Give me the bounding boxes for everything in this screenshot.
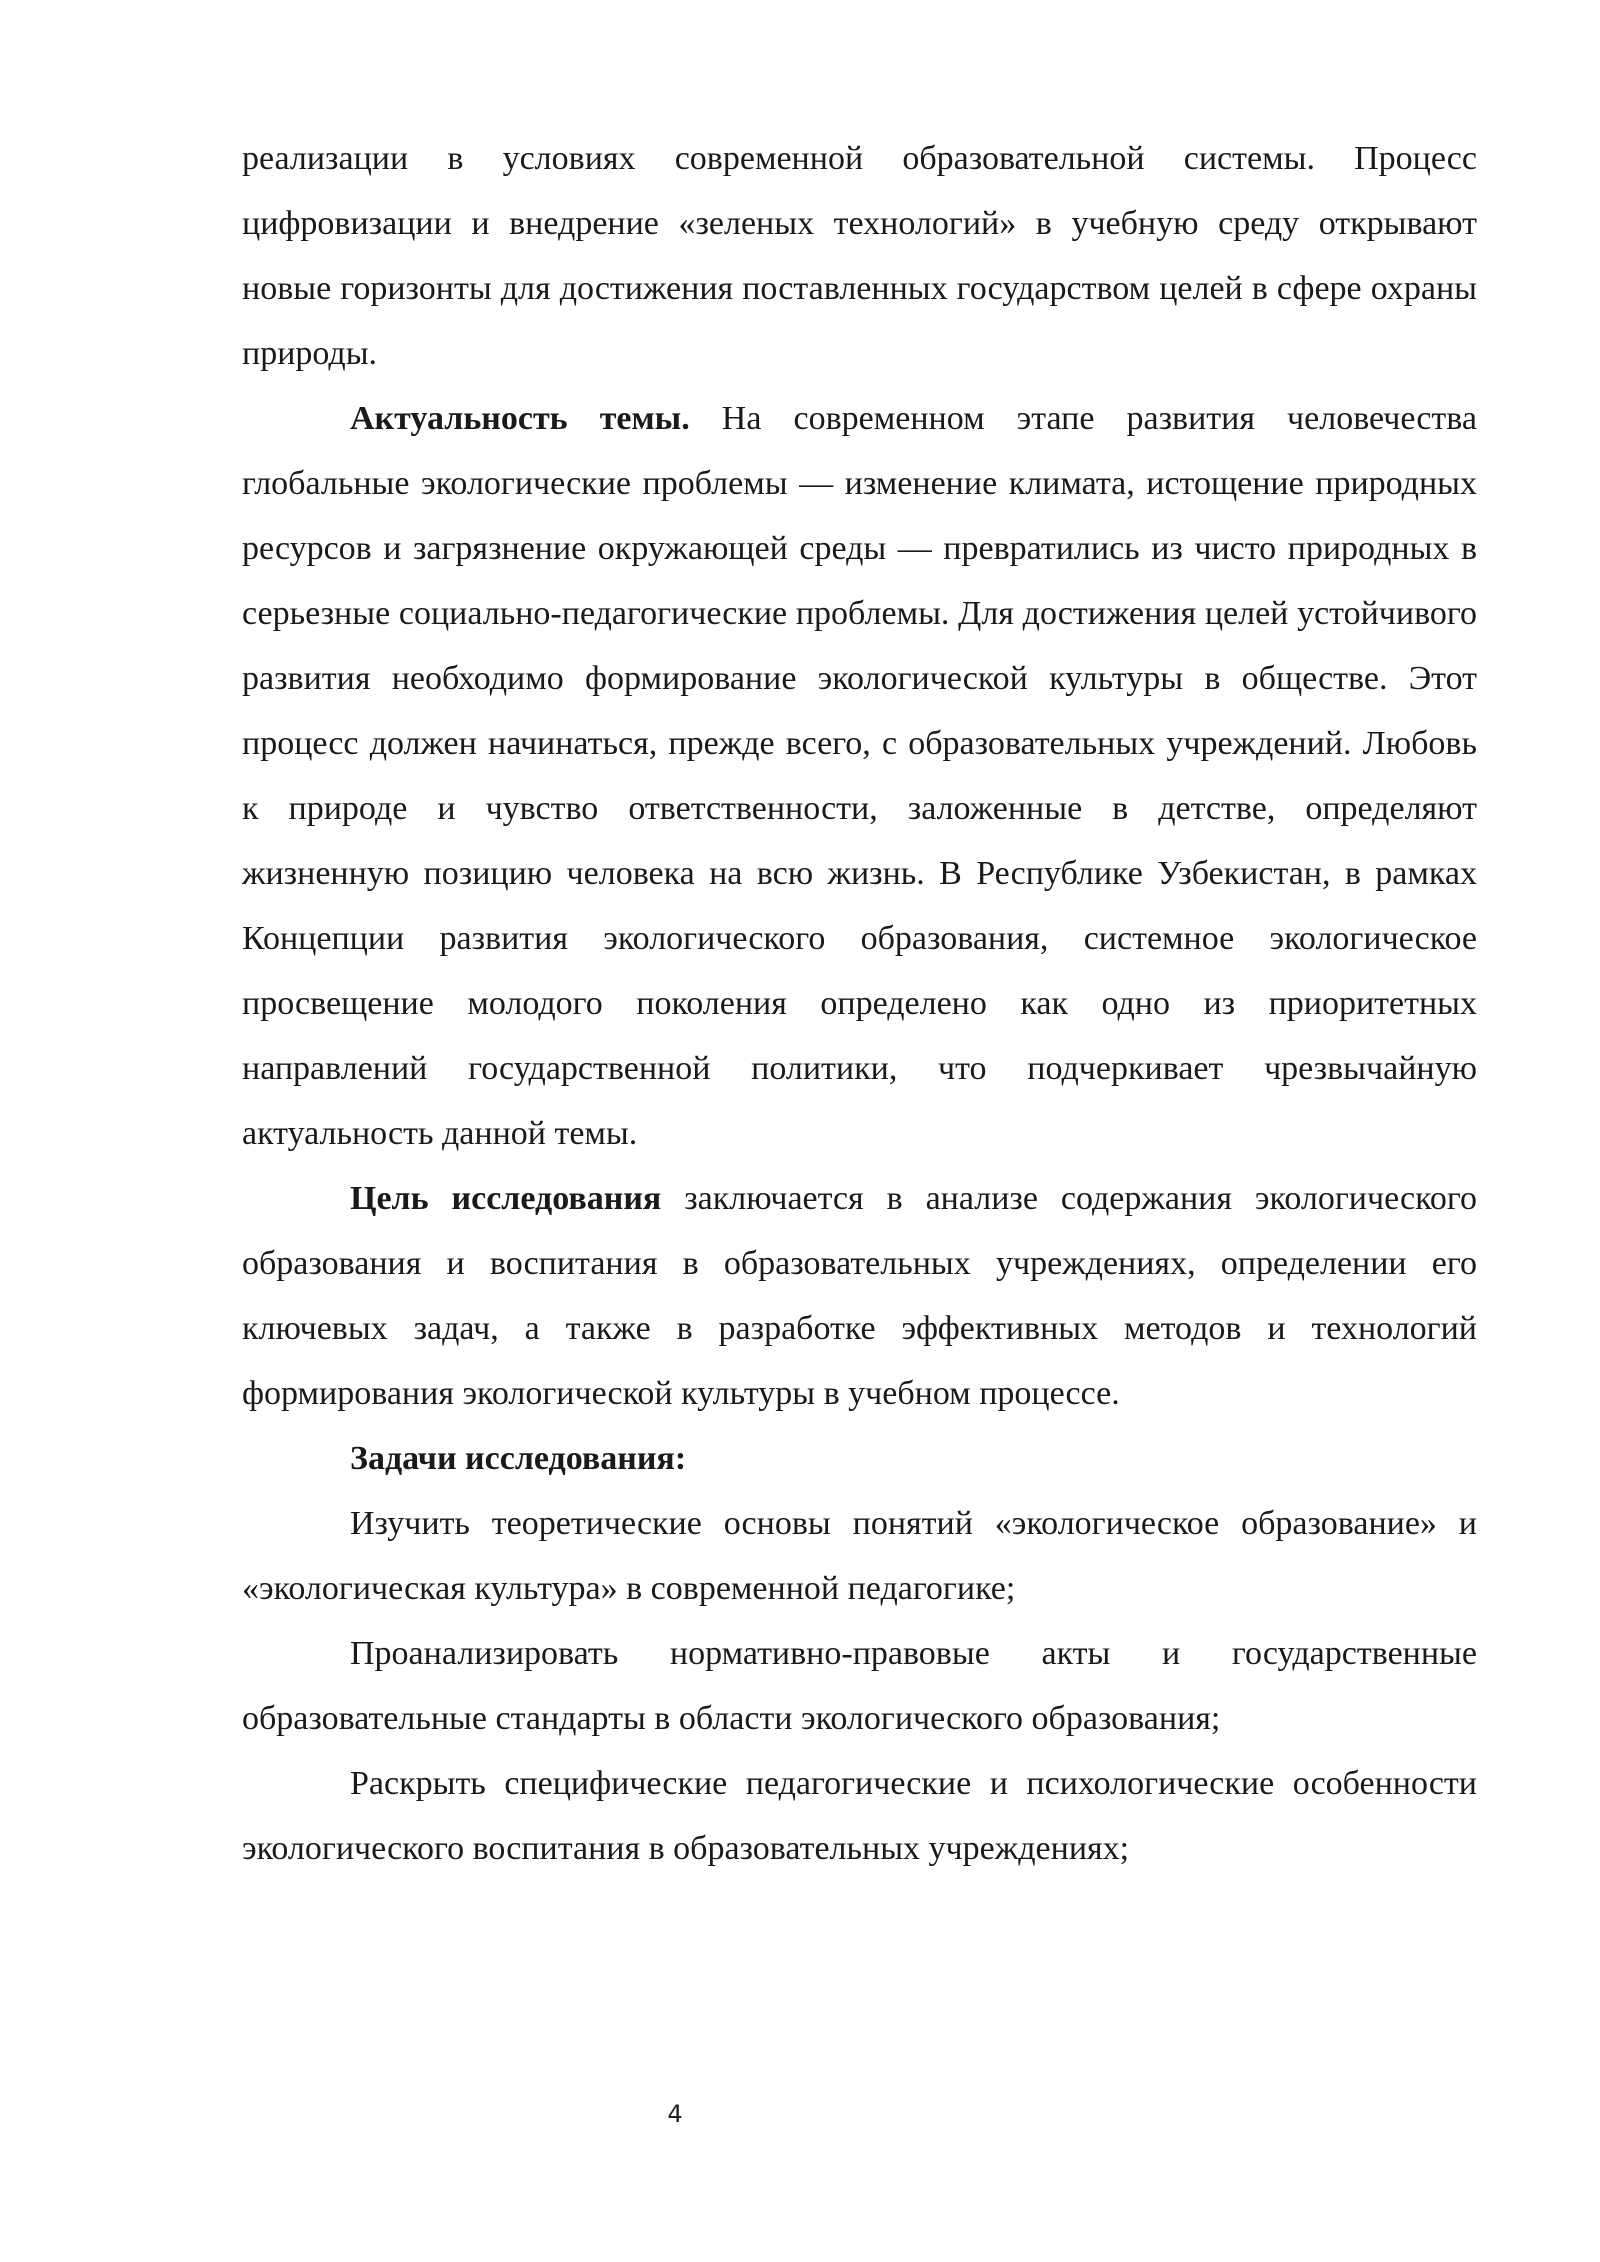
page-number: 4	[667, 2100, 683, 2128]
goal-heading: Цель исследования	[350, 1180, 662, 1217]
relevance-text: На современном этапе развития человечества глобальные экологические проблемы — изменение климата, истощение природных ресурсов и загрязнение окружающей среды — превратились из чисто природных в серьезные социально-педагогические проблемы. Для достижения целей устойчивого развития необходимо формирование экологической культуры в обществе. Этот процесс должен начинаться, прежде всего, с образовательных учреждений. Любовь к природе и чувство ответственности, заложенные в детстве, определяют жизненную позицию человека на всю жизнь. В Республике Узбекистан, в рамках Концепции развития экологического образования, системное экологическое просвещение молодого поколения определено как одно из приоритетных направлений государственной политики, что подчеркивает чрезвычайную актуальность данной темы.	[242, 400, 1477, 1152]
task-item-2: Проанализировать нормативно-правовые акты и государственные образовательные стандарты в области экологического образования;	[242, 1635, 1477, 1737]
paragraph-intro-continuation: реализации в условиях современной образовательной системы. Процесс цифровизации и внедрение «зеленых технологий» в учебную среду открывают новые горизонты для достижения поставленных государством целей в сфере охраны природы.	[242, 140, 1477, 372]
paragraph-goal	[242, 1166, 1477, 1426]
paragraph-relevance	[242, 386, 1477, 1166]
body-text	[242, 126, 1477, 1881]
tasks-heading: Задачи исследования:	[350, 1440, 687, 1477]
goal-text: заключается в анализе содержания экологического образования и воспитания в образовательных учреждениях, определении его ключевых задач, а также в разработке эффективных методов и технологий формирования экологической культуры в учебном процессе.	[242, 1180, 1477, 1412]
task-item-1: Изучить теоретические основы понятий «экологическое образование» и «экологическая культура» в современной педагогике;	[242, 1505, 1477, 1607]
task-item-3: Раскрыть специфические педагогические и психологические особенности экологического воспитания в образовательных учреждениях;	[242, 1765, 1477, 1867]
relevance-heading: Актуальность темы.	[350, 400, 690, 437]
